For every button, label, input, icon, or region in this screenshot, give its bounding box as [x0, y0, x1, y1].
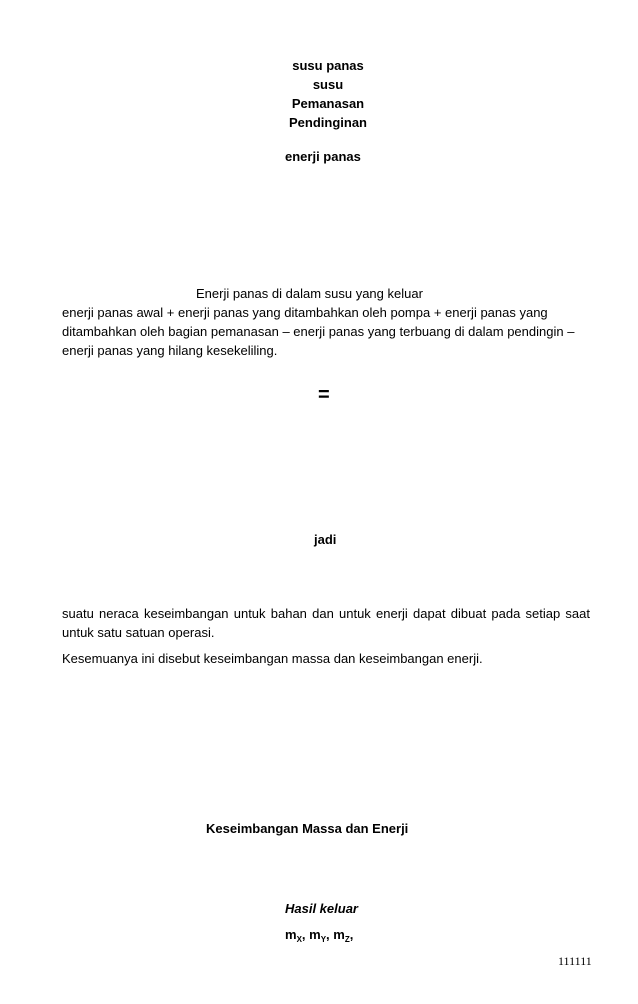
label-hot-milk: susu panas: [292, 58, 364, 73]
label-cooling: Pendinginan: [289, 115, 367, 130]
balance-first-line: Enerji panas di dalam susu yang keluar: [196, 286, 423, 301]
mass-symbol-z: m: [333, 927, 345, 942]
mass-separator: ,: [301, 927, 310, 942]
conclusion-paragraph-1: suatu neraca keseimbangan untuk bahan dan untuk enerji dapat dibuat pada setiap saat untuk satu satuan operasi.: [62, 606, 590, 640]
section-heading: Keseimbangan Massa dan Enerji: [206, 821, 409, 836]
mass-subscript-x: X: [296, 935, 302, 944]
diagram-labels: [285, 56, 371, 132]
mass-trailing-comma: ,: [349, 927, 354, 942]
label-heating: Pemanasan: [291, 96, 365, 111]
mass-subscript-y: Y: [320, 935, 327, 944]
mass-symbol-x: m: [285, 927, 297, 942]
conclusion-paragraph-2: Kesemuanya ini disebut keseimbangan massa dan keseimbangan enerji.: [62, 651, 483, 666]
jadi-label: jadi: [314, 532, 337, 547]
label-heat-energy: enerji panas: [285, 149, 361, 164]
page-number: 111111: [558, 954, 592, 968]
output-label: Hasil keluar: [285, 901, 358, 916]
equals-sign: =: [318, 384, 330, 406]
mass-symbol-y: m: [309, 927, 321, 942]
mass-separator: ,: [326, 927, 334, 942]
balance-paragraph: enerji panas awal + enerji panas yang ditambahkan oleh pompa + enerji panas yang ditambahkan oleh bagian pemanasan – enerji panas yang terbuang di dalam pendingin – enerji panas yang hilang kesekeliling.: [62, 305, 575, 358]
mass-subscript-z: Z: [344, 935, 350, 944]
label-milk: susu: [312, 77, 344, 92]
mass-variables: [285, 925, 353, 949]
